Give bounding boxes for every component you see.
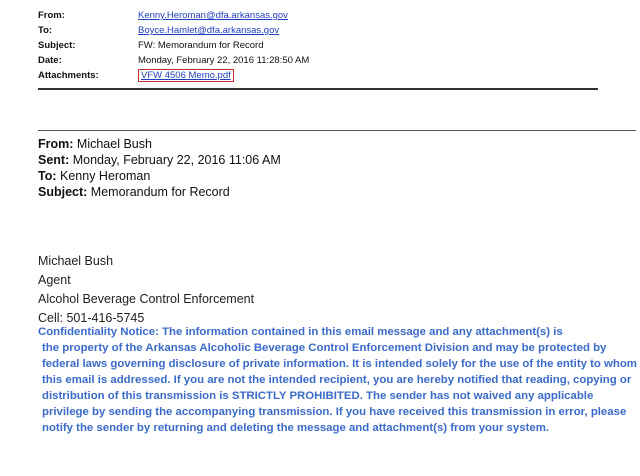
forwarded-to-line — [38, 168, 281, 184]
forwarded-sent-label: Sent: — [38, 153, 70, 167]
subject-value: FW: Memorandum for Record — [138, 40, 264, 51]
forwarded-subject-line — [38, 184, 281, 200]
forwarded-header — [38, 136, 281, 200]
to-address-link[interactable]: Boyce.Hamlet@dfa.arkansas.gov — [138, 25, 280, 36]
from-row — [38, 8, 598, 23]
forwarded-subject-label: Subject: — [38, 185, 88, 199]
forwarded-to-label: To: — [38, 169, 57, 183]
confidentiality-body: the property of the Arkansas Alcoholic Beverage Control Enforcement Division and may be protected by federal laws governing disclosure of private information. It is intended solely for the use of the entity to whom this email is addressed. If you are not the intended recipient, you are hereby notified that reading, copying or distribution of this transmission is STRICTLY PROHIBITED. The sender has not waived any applicable privilege by sending the accompanying transmission. If you have received this transmission in error, please notify the sender by returning and deleting the message and attachment(s) from your system. — [42, 342, 637, 434]
header-divider — [38, 88, 598, 90]
forward-divider — [38, 130, 636, 131]
date-row — [38, 53, 598, 68]
forwarded-from-label: From: — [38, 137, 74, 151]
confidentiality-notice — [38, 324, 638, 436]
forwarded-from-value: Michael Bush — [76, 137, 152, 151]
date-label: Date: — [38, 55, 62, 66]
to-row — [38, 23, 598, 38]
forwarded-from-line — [38, 136, 281, 152]
signature-name: Michael Bush — [38, 254, 114, 268]
date-value: Monday, February 22, 2016 11:28:50 AM — [138, 55, 310, 66]
signature-title: Agent — [38, 273, 71, 287]
signature-cell: Cell: 501-416-5745 — [38, 311, 145, 325]
signature-block — [38, 252, 254, 328]
subject-row — [38, 38, 598, 53]
attachment-link[interactable]: VFW 4506 Memo.pdf — [138, 69, 234, 82]
confidentiality-first-line: Confidentiality Notice: The information contained in this email message and any attachment(s) is — [38, 326, 563, 338]
attachments-row — [38, 68, 598, 83]
to-label: To: — [38, 25, 53, 36]
forwarded-subject-value: Memorandum for Record — [90, 185, 230, 199]
signature-org: Alcohol Beverage Control Enforcement — [38, 292, 255, 306]
attachments-label: Attachments: — [38, 70, 99, 81]
from-address-link[interactable]: Kenny.Heroman@dfa.arkansas.gov — [138, 10, 288, 21]
forwarded-sent-value: Monday, February 22, 2016 11:06 AM — [72, 153, 281, 167]
forwarded-to-value: Kenny Heroman — [60, 169, 151, 183]
forwarded-sent-line — [38, 152, 281, 168]
email-header — [38, 8, 598, 83]
subject-label: Subject: — [38, 40, 76, 51]
from-label: From: — [38, 10, 65, 21]
